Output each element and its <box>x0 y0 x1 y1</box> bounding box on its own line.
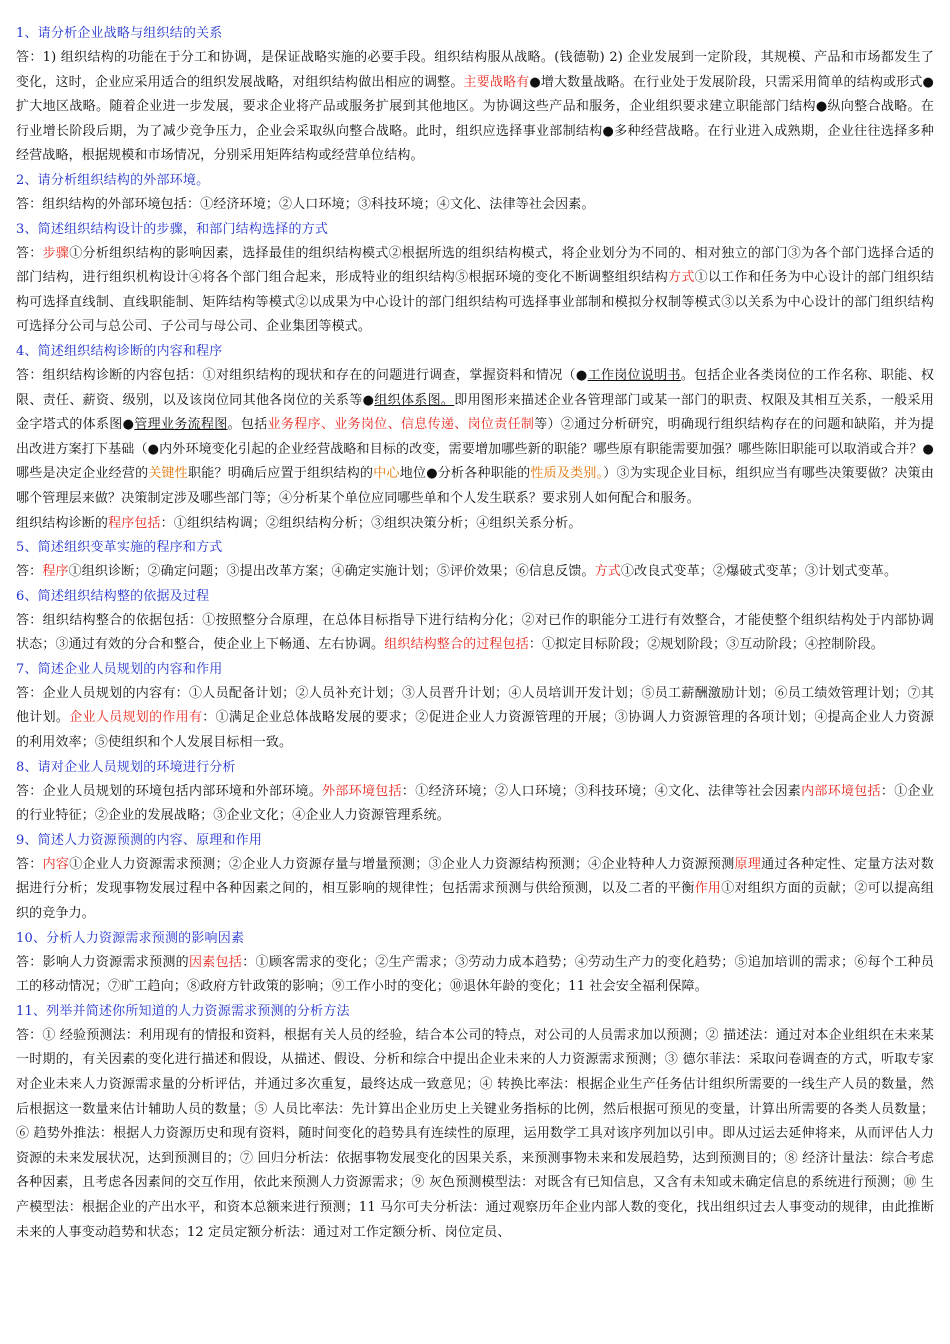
question-7-title: 7、简述企业人员规划的内容和作用 <box>16 661 223 677</box>
answer-text: ①对组织方面的贡献；②可以提高组织的竞争力。 <box>16 881 934 922</box>
answer-text: ：①满足企业总体战略发展的要求；②促进企业人力资源管理的开展；③协调人力资源管理的各项计划；④提高企业人力资源的利用效率；⑤使组织和个人发展目标相一致。 <box>16 710 934 751</box>
answer-text: 答： <box>16 245 43 261</box>
answer-text: ：①企业的行业特征；②企业的发展战略；③企业文化；④企业人力资源管理系统。 <box>16 783 934 824</box>
answer-text: 组织结构诊断的 <box>16 515 109 531</box>
answer-text: ：①顾客需求的变化；②生产需求；③劳动力成本趋势；④劳动生产力的变化趋势；⑤追加培训的需求；⑥每个工种员工的移动情况；⑦旷工趋向；⑧政府方针政策的影响；⑨工作小时的变化；⑩退休年龄的变化；11 社会安全福利保障。 <box>16 954 934 995</box>
answer-text: 答：影响人力资源需求预测的 <box>16 954 189 970</box>
question-9-title: 9、简述人力资源预测的内容、原理和作用 <box>16 832 263 848</box>
highlight-red: 外部环境包括 <box>322 783 402 799</box>
answer-6 <box>16 609 934 658</box>
highlight-red: 业务程序、业务岗位、信息传递、岗位责任制 <box>267 417 535 433</box>
answer-text: 答： <box>16 564 43 580</box>
underlined-term: 工作岗位说明书 <box>587 367 681 383</box>
answer-9 <box>16 853 934 927</box>
answer-text: ①组织诊断；②确定问题；③提出改革方案；④确定实施计划；⑤评价效果；⑥信息反馈。 <box>68 564 595 580</box>
answer-text: ①以工作和任务为中心设计的部门组织结构可选择直线制、直线职能制、矩阵结构等模式②以成果为中心设计的部门组织结构可选择事业部制和模拟分权制等模式③以关系为中心设计的部门组织结构可选择分公司与总公司、子公司与母公司、企业集团等模式。 <box>16 270 934 335</box>
answer-text: 答： <box>16 856 43 872</box>
answer-text: 职能？明确后应置于组织结构的 <box>188 466 374 482</box>
answer-11 <box>16 1024 934 1245</box>
question-3-title: 3、简述组织结构设计的步骤，和部门结构选择的方式 <box>16 221 329 237</box>
answer-3 <box>16 242 934 340</box>
question-10-title: 10、分析人力资源需求预测的影响因素 <box>16 930 245 946</box>
answer-text: 答：1) 组织结构的功能在于分工和协调，是保证战略实施的必要手段。组织结构服从战略。(钱德勒) 2) 企业发展到一定阶段，其规模、产品和市场都发生了变化，这时，企业应采用适合的组织发展战略，对组织结构做出相应的调整。 <box>16 50 934 90</box>
question-1-title: 1、请分析企业战略与组织结的关系 <box>16 26 223 41</box>
highlight-orange: 关键性 <box>148 466 189 482</box>
highlight-red: 组织结构整合的过程包括 <box>384 637 529 653</box>
highlight-red: 内容 <box>42 856 70 872</box>
answer-text: 答：组织结构的外部环境包括：①经济环境；②人口环境；③科技环境；④文化、法律等社会因素。 <box>16 196 595 212</box>
question-6-title: 6、简述组织结构整的依据及过程 <box>16 588 210 604</box>
highlight-red: 主要战略有 <box>463 74 530 90</box>
answer-text: 等）②通过分析研究，明确现行组织结构存在的问题和缺陷，并为提出改进方案打下基础（●内外环境变化引起的企业经营战略和目标的改变，需要增加哪些新的职能？哪些原有职能需要加强？哪些陈旧职能可以取消或合并？●哪些是决定企业经营的 <box>16 417 934 482</box>
highlight-red: 程序 <box>42 564 69 580</box>
question-8-title: 8、请对企业人员规划的环境进行分析 <box>16 759 236 775</box>
answer-text: 答：组织结构诊断的内容包括：①对组织结构的现状和存在的问题进行调查，掌握资料和情况（● <box>16 367 588 383</box>
answer-text: 地位●分析各种职能的 <box>399 466 531 482</box>
highlight-red: 方式 <box>668 270 695 286</box>
highlight-red: 作用 <box>694 881 722 897</box>
underlined-term: 组织体系图。 <box>374 392 455 408</box>
answer-text: ●增大数量战略。在行业处于发展阶段，只需采用简单的结构或形式●扩大地区战略。随着企业进一步发展，要求企业将产品或服务扩展到其他地区。为协调这些产品和服务，企业组织要求建立职能部门结构●纵向整合战略。在行业增长阶段后期，为了减少竞争压力，企业会采取纵向整合战略。此时，组织应选择事业部制结构●多种经营战略。在行业进入成熟期，企业往往选择多种经营战略，根据规模和市场情况，分别采用矩阵结构或经营单位结构。 <box>16 74 934 164</box>
highlight-red: 程序包括 <box>108 515 161 531</box>
answer-text: 即用图形来描述企业各管理部门或某一部门的职责、权限及其相互关系，一般采用金字塔式的体系图● <box>16 392 934 433</box>
question-5-title: 5、简述组织变革实施的程序和方式 <box>16 540 223 556</box>
highlight-red: 企业人员规划的作用有 <box>69 710 203 726</box>
answer-text: 答：① 经验预测法：利用现有的情报和资料，根据有关人员的经验，结合本公司的特点，对公司的人员需求加以预测；② 描述法：通过对本企业组织在未来某一时期的，有关因素的变化进行描述和假设，从描述、假设、分析和综合中提出企业未来的人力资源需求预测；③ 德尔菲法：采取问卷调查的方式，听取专家对企业未来人力资源需求量的分析评估，并通过多次重复，最终达成一致意见；④ 转换比率法：根据企业生产任务估计组织所需要的一线生产人员的数量，然后根据这一数量来估计辅助人员的数量；⑤ 人员比率法：先计算出企业历史上关键业务指标的比例，然后根据可预见的变量，计算出所需要的各类人员数量；⑥ 趋势外推法：根据人力资源历史和现有资料，随时间变化的趋势具有连续性的原理，运用数学工具对该序列加以引申。即从过运去延伸将来，从而评估人力资源的未来发展状况，达到预测目的；⑦ 回归分析法：依据事物发展变化的因果关系，来预测事物未来和发展趋势，达到预测目的；⑧ 经济计量法：综合考虑各种因素，且考虑各因素间的交互作用，依此来预测人力资源需求；⑨ 灰色预测模型法：对既含有已知信息，又含有未知或未确定信息的系统进行预测；⑩ 生产模型法：根据企业的产出水平，和资本总额来进行预测；11 马尔可夫分析法：通过观察历年企业内部人数的变化，找出组织过去人事变动的规律，由此推断未来的人事变动趋势和状态；12 定员定额分析法：通过对工作定额分析、岗位定员、 <box>16 1027 934 1240</box>
answer-8 <box>16 780 934 829</box>
highlight-red: 因素包括 <box>188 954 243 970</box>
question-4-title: 4、简述组织结构诊断的内容和程序 <box>16 343 223 359</box>
highlight-red: 内部环境包括 <box>801 783 881 799</box>
highlight-orange: 中心 <box>373 466 400 482</box>
answer-text: ：①拟定目标阶段；②规划阶段；③互动阶段；④控制阶段。 <box>528 637 884 653</box>
answer-1 <box>16 46 934 169</box>
answer-text: ①改良式变革；②爆破式变革；③计划式变革。 <box>620 564 898 580</box>
answer-5 <box>16 560 934 585</box>
answer-text: 答：组织结构整合的依据包括：①按照整分合原理，在总体目标指导下进行结构分化；②对已作的职能分工进行有效整合，才能使整个组织结构处于内部协调状态；③通过有效的分合和整合，使企业上下畅通、左右协调。 <box>16 612 934 653</box>
answer-text: ：①组织结构调；②组织结构分析；③组织决策分析；④组织关系分析。 <box>160 515 582 531</box>
answer-text: 。包括企业各类岗位的工作名称、职能、权限、责任、薪资、级别，以及该岗位同其他各岗位的关系等● <box>16 367 934 408</box>
highlight-red: 方式 <box>594 564 621 580</box>
answer-4 <box>16 364 934 512</box>
answer-text: ）③为实现企业目标，组织应当有哪些决策要做？决策由哪个管理层来做？决策制定涉及哪些部门等；④分析某个单位应同哪些单和个人发生联系？要求别人如何配合和服务。 <box>16 466 934 506</box>
question-11-title: 11、列举并简述你所知道的人力资源需求预测的分析方法 <box>16 1003 350 1019</box>
answer-text: ：①经济环境；②人口环境；③科技环境；④文化、法律等社会因素 <box>401 783 802 799</box>
answer-text: 。包括 <box>227 417 268 433</box>
highlight-red: 步骤 <box>42 245 70 261</box>
highlight-red: 原理 <box>734 856 762 872</box>
answer-2 <box>16 193 934 218</box>
answer-text: ①企业人力资源需求预测；②企业人力资源存量与增量预测；③企业人力资源结构预测；④企业特种人力资源预测 <box>69 856 735 872</box>
answer-text: 答：企业人员规划的环境包括内部环境和外部环境。 <box>16 783 323 799</box>
answer-10 <box>16 951 934 1000</box>
answer-text: 答：企业人员规划的内容有：①人员配备计划；②人员补充计划；③人员晋升计划；④人员培训开发计划；⑤员工薪酬激励计划；⑥员工绩效管理计划；⑦其他计划。 <box>16 685 934 726</box>
answer-text: 通过各种定性、定量方法对数据进行分析；发现事物发展过程中各种因素之间的，相互影响的规律性；包括需求预测与供给预测，以及二者的平衡 <box>16 856 934 897</box>
answer-7 <box>16 682 934 756</box>
underlined-term: 管理业务流程图 <box>134 417 228 433</box>
answer-4-procedure <box>16 512 934 537</box>
answer-text: ①分析组织结构的影响因素，选择最佳的组织结构模式②根据所选的组织结构模式，将企业划分为不同的、相对独立的部门③为各个部门选择合适的部门结构，进行组织机构设计④将各个部门组合起来，形成特业的组织结构⑤根据环境的变化不断调整组织结构 <box>16 245 934 286</box>
highlight-orange: 性质及类别。 <box>530 466 604 482</box>
question-2-title: 2、请分析组织结构的外部环境。 <box>16 172 210 188</box>
